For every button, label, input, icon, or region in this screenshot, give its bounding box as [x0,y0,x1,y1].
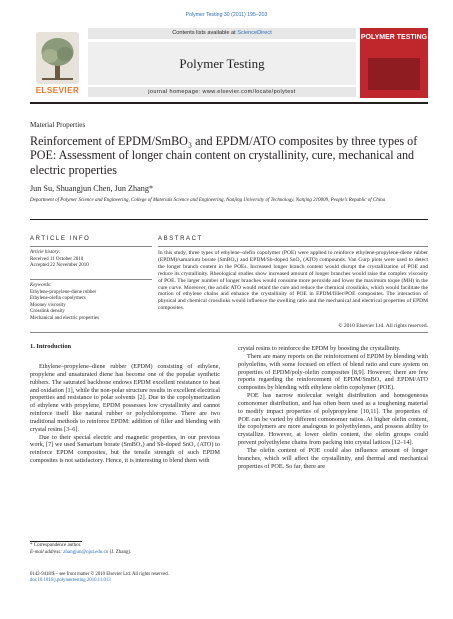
footnote-mark: * Correspondence author. [30,543,82,548]
header-divider [30,102,428,104]
article-category: Material Properties [30,121,86,129]
body-column-right [238,345,428,471]
paragraph: Ethylene–propylene–diene rubber (EPDM) consisting of ethylene, propylene and unsaturated diene has become one of the popular synthetic rubbers. The saturated backbone endows EPDM excellent resistance to heat and oxidation [1], while the non-polar structure results in excellent electrical properties and resistance to polar solvents [2]. Due to the copolymerization of ethylene with propylene, EPDM possesses low crystallinity and cannot reinforce itself like natural rubber or polychloroprene. There are two traditional methods to reinforce EPDM: addition of filler and blending with crystal resins [3–6]. [30,363,220,433]
accepted-date: Accepted 22 November 2010 [30,263,89,269]
keyword[interactable]: Ethylene-olefin copolymers [30,296,86,302]
journal-reference[interactable]: Polymer Testing 30 (2011) 195–203 [185,12,268,18]
article-info-heading: ARTICLE INFO [30,236,91,242]
keywords-divider [30,279,152,280]
title-divider [30,219,428,220]
doi-link[interactable]: doi:10.1016/j.polymertesting.2010.11.013 [30,578,111,583]
history-label: Article history: [30,250,61,255]
email-suffix: (J. Zhang). [109,549,132,555]
article-title: Reinforcement of EPDM/SmBO₃ and EPDM/ATO composites by three types of POE: Assessment of longer chain content on crystallinity, cure, mechanical and electric properties [30,134,418,177]
affiliation: Department of Polymer Science and Engineering, College of Materials Science and Engineering, Nanjing University of Technology, Nanjing 210009, People’s Republic of China [30,198,386,203]
journal-title: Polymer Testing [88,42,356,85]
footnote [30,543,220,556]
email-label: E-mail address: [30,549,62,555]
keyword[interactable]: Mechanical and electric properties [30,315,99,321]
keywords-label: Keywords: [30,283,52,288]
keywords-block [30,283,152,323]
journal-homepage[interactable]: journal homepage: www.elsevier.com/locate/polytest [88,87,356,97]
contents-prefix: Contents lists available at [172,30,236,36]
abstract-copyright: © 2010 Elsevier Ltd. All rights reserved. [338,323,428,329]
author-list[interactable]: Jun Su, Shuangjun Chen, Jun Zhang* [30,184,154,193]
article-history [30,250,152,270]
paragraph: POE has narrow molecular weight distribution and homogeneous comonomer distribution, and has often been used as a toughening material to modify impact properties of polypropylene [10,11]. The properties of POE can be varied by different comonomer ratios. At higher olefin content, the copolymers are more analogous to polyethylenes, and possess ability to crystallize. However, at lower olefin content, the olefin groups could prevent polyethylene chains from packing into crystal lattices [12–14]. [238,392,428,447]
bottom-matter [30,572,230,584]
footnote-email-line [30,550,220,557]
elsevier-logo[interactable] [30,28,85,98]
keyword[interactable]: Mooney viscosity [30,302,66,308]
article-info-divider [30,246,152,247]
received-date: Received 11 October 2010 [30,256,84,262]
paragraph: crystal resins to reinforce the EPDM by boosting the crystallinity. [238,345,401,352]
abstract-divider [158,246,428,247]
keyword[interactable]: Ethylene-propylene-diene rubber [30,289,97,295]
abstract-bottom-divider [30,332,428,333]
sciencedirect-link[interactable]: ScienceDirect [237,30,272,36]
abstract-text: In this study, three types of ethylene–olefin copolymer (POE) were applied to reinforce ethylene-propylene-diene rubber (EPDM)/samarium borate (SmBO₃) and EPDM/Sb-doped SnO₂ (ATO) compounds. Van Gurp plots were used to detect the longer branch content in the POEs. Increased longer branch content would disrupt the crystallization of POE and reduce its crystallinity. Rheological studies show increased amount of longer branches would raise the complex viscosity of POE. The larger number of longer branches would consume more peroxide and lower the maximum toque (MH) in the cure curve. Moreover, the acidic ATO would retard the cure and reduce the chemical crosslinks, which would facilitate the motion of ethylene chains and enhance the crystallinity of POE in EPDM/filler/POE composites. The interaction of physical and chemical crosslinks would influence the swelling ratio and the mechanical and electrical properties of EPDM composites. [158,250,428,312]
elsevier-tree-icon [36,32,79,84]
footnote-divider [30,541,82,542]
section-heading-introduction: 1. Introduction [30,343,72,350]
paragraph: The olefin content of POE could also influence amount of longer branches, which will affect the crystallinity, and thermal and mechanical properties of POE. So far, there are [238,446,428,470]
journal-cover[interactable] [360,28,428,98]
cover-image [368,58,420,90]
abstract-heading: ABSTRACT [158,236,203,242]
publisher-name: ELSEVIER [35,86,80,95]
contents-band [88,28,356,39]
paragraph: There are many reports on the reinforcement of EPDM by blending with polyolefins, with some focused on effect of blend ratio and cure system on properties of EPDM/poly-olefin composites [8,9]. However, there are few reports regarding the reinforcement of EPDM/SmBO₃ and EPDM/ATO composites by blending with ethylene olefin copolymer (POE). [238,352,428,392]
keyword[interactable]: Crosslink density [30,309,65,315]
issn-line: 0142-9418/$ – see front matter © 2010 Elsevier Ltd. All rights reserved. [30,572,169,577]
body-column-left [30,363,220,465]
paragraph: Due to their special electric and magnetic properties, in our previous work, [7] we used Samarium borate (SmBO₃) and Sb-doped SnO₂ (ATO) to reinforce EPDM composites, but the tensile strength of such EPDM composites is not satisfactory. Hence, it is interesting to blend them with [30,433,220,465]
email-link[interactable]: zhangjun@njut.edu.cn [63,549,109,555]
cover-title: POLYMER TESTING [360,34,428,41]
